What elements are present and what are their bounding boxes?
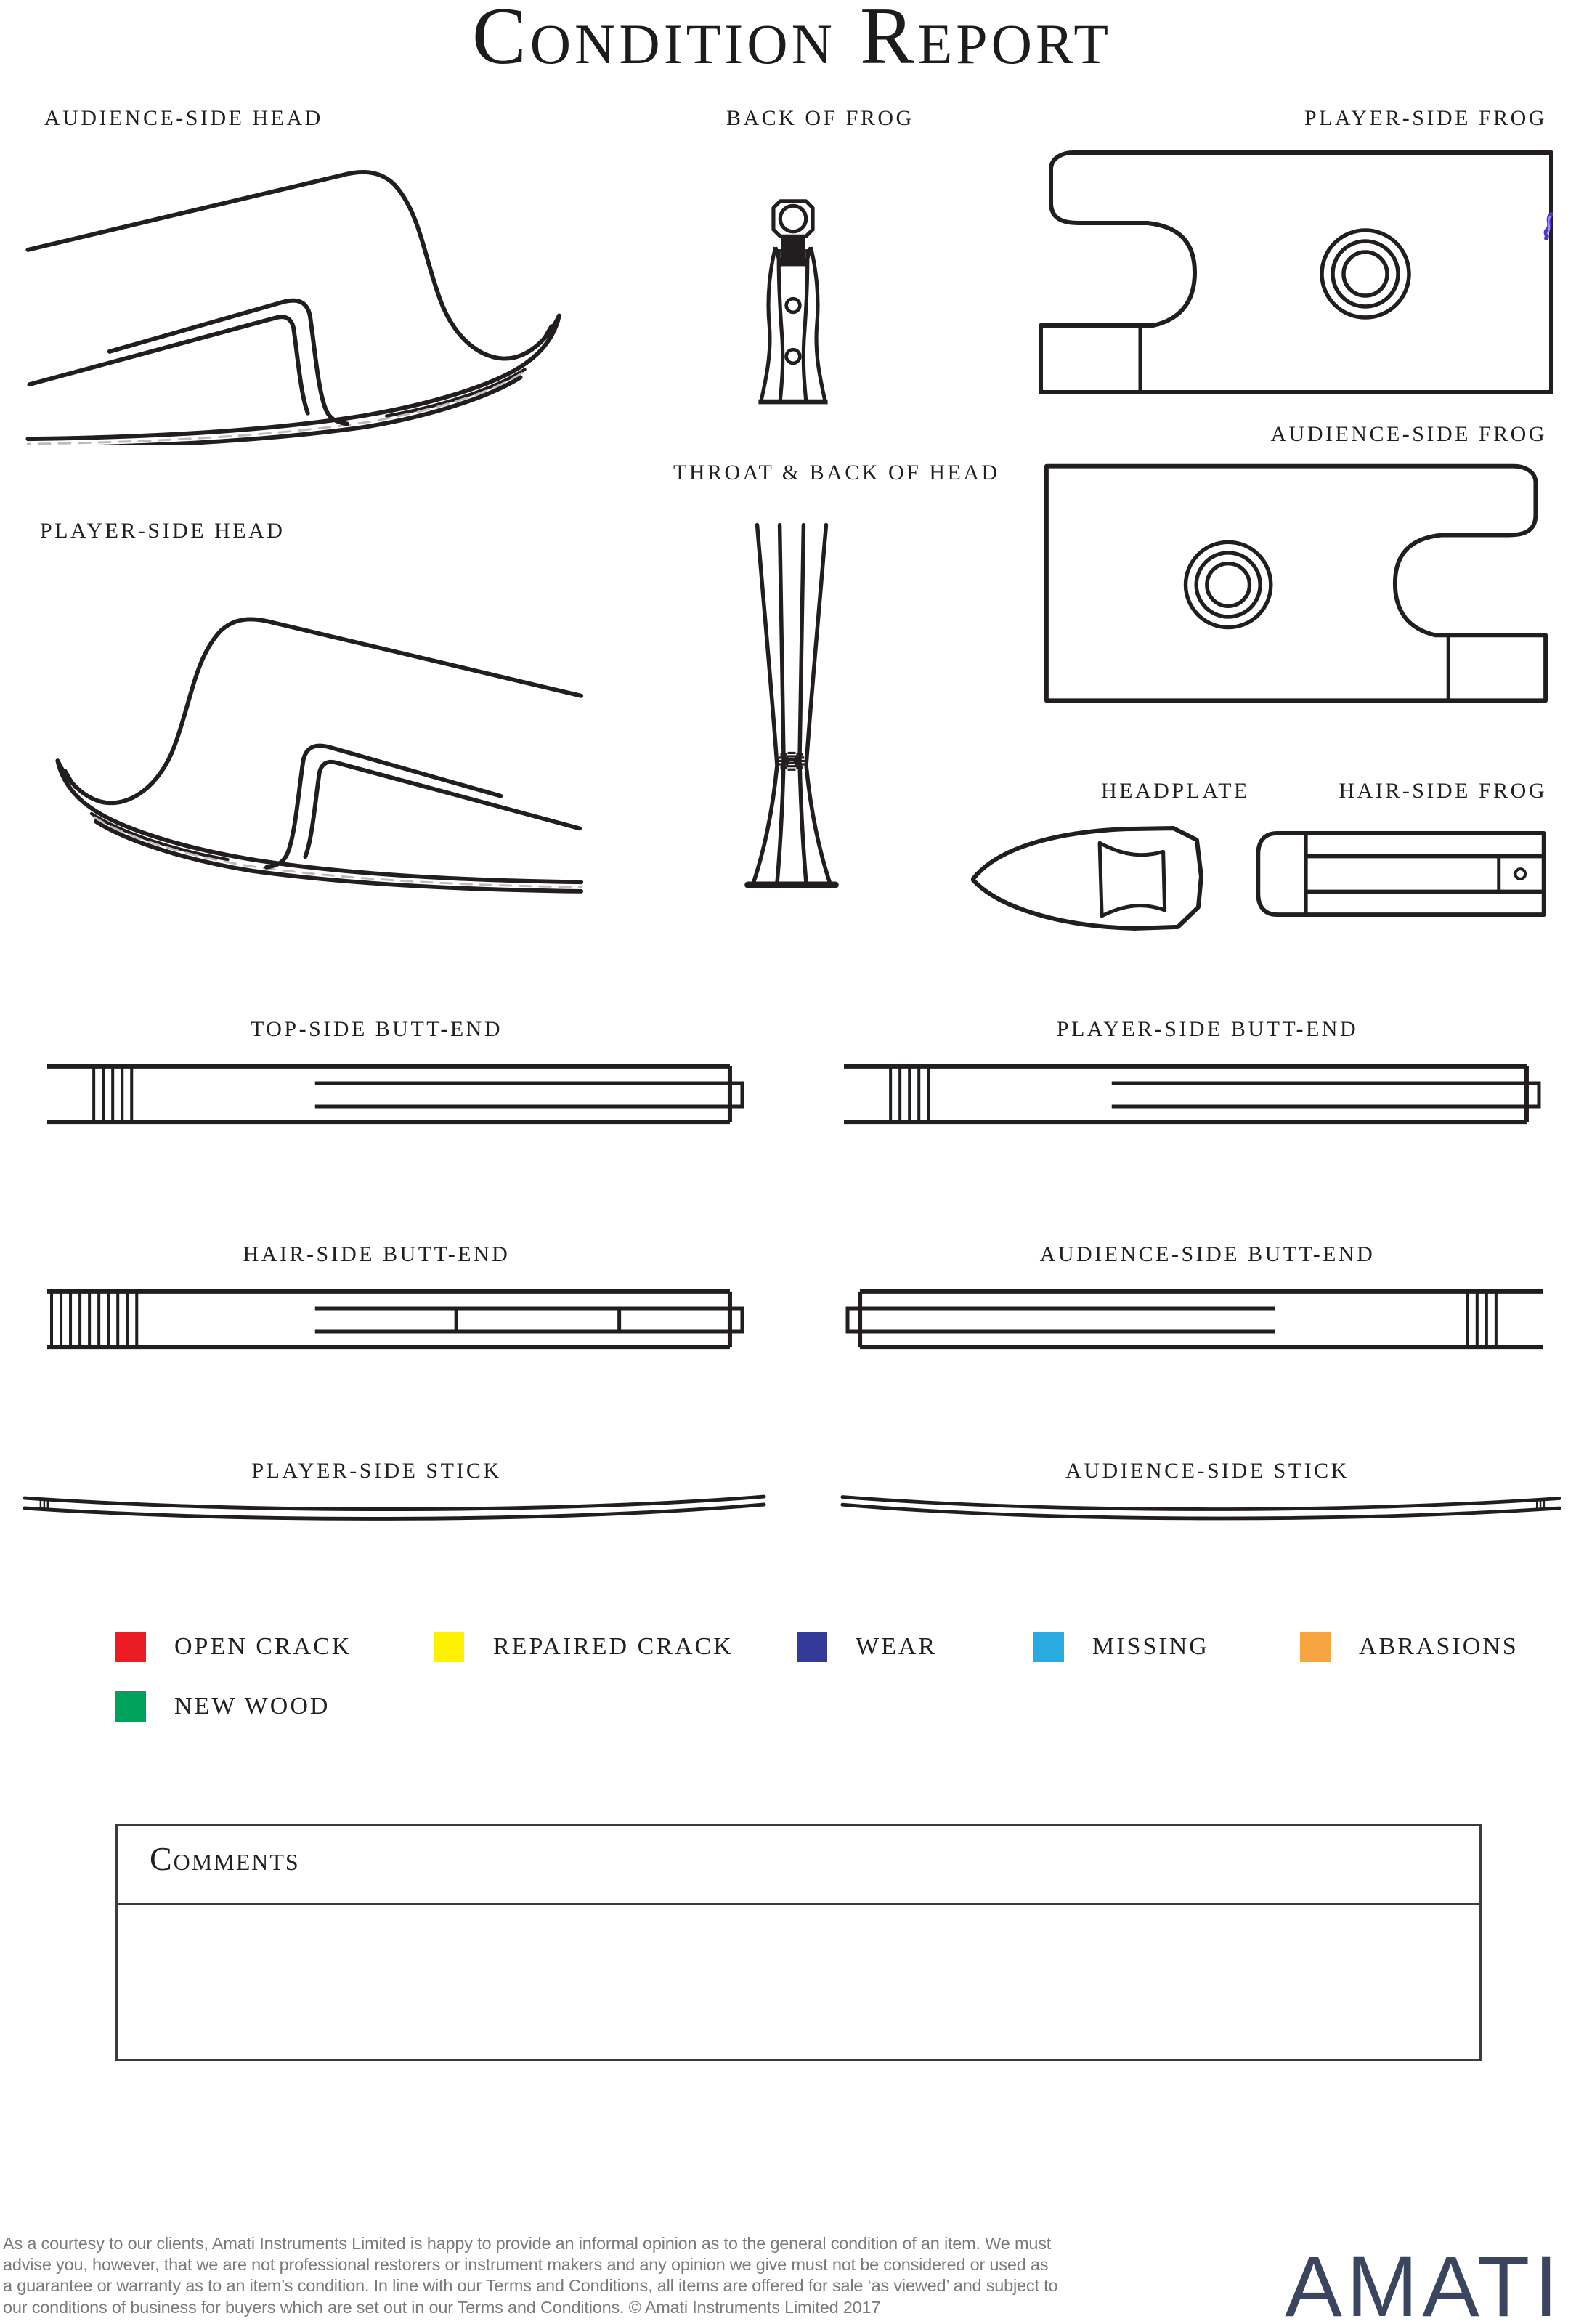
disclaimer-text (3, 2233, 1057, 2318)
label-hair-side-frog: HAIR-SIDE FROG (1339, 779, 1547, 803)
player-side-frog-drawing (1039, 150, 1554, 394)
legend-swatch-open-crack (115, 1632, 146, 1662)
label-hair-side-butt-end: HAIR-SIDE BUTT-END (243, 1242, 511, 1266)
legend-swatch-abrasions (1300, 1632, 1331, 1662)
player-side-butt-end-drawing (844, 1062, 1543, 1126)
label-player-side-stick: PLAYER-SIDE STICK (251, 1459, 502, 1483)
audience-side-stick-drawing (840, 1494, 1562, 1523)
label-headplate: HEADPLATE (1101, 779, 1250, 803)
hair-side-frog-drawing (1254, 830, 1548, 918)
player-side-stick-drawing (22, 1494, 767, 1523)
legend-swatch-missing (1033, 1632, 1064, 1662)
label-player-side-head: PLAYER-SIDE HEAD (40, 519, 285, 543)
audience-side-butt-end-drawing (844, 1287, 1543, 1351)
comments-input-area[interactable] (118, 1905, 1479, 2059)
disclaimer-line: our conditions of business for buyers which are set out in our Terms and Conditions. © Amati Instruments Limited 2017 (3, 2297, 881, 2317)
label-player-side-frog: PLAYER-SIDE FROG (1304, 106, 1547, 130)
comments-header: Comments (150, 1840, 300, 1877)
label-back-of-frog: BACK OF FROG (726, 106, 914, 130)
disclaimer-line: a guarantee or warranty as to an item’s condition. In line with our Terms and Conditions, all items are offered for sale ‘as viewed’ and subject to (3, 2276, 1058, 2296)
legend-label-abrasions: ABRASIONS (1359, 1633, 1519, 1660)
label-player-side-butt-end: PLAYER-SIDE BUTT-END (1056, 1017, 1359, 1041)
legend-label-wear: WEAR (856, 1633, 938, 1660)
legend-label-new-wood: NEW WOOD (174, 1693, 330, 1720)
back-of-frog-drawing (742, 195, 844, 407)
disclaimer-line: As a courtesy to our clients, Amati Instruments Limited is happy to provide an informal opinion as to the general condition of an item. We must (3, 2234, 1052, 2253)
audience-side-frog-drawing (1044, 461, 1548, 706)
label-top-side-butt-end: TOP-SIDE BUTT-END (250, 1017, 503, 1041)
label-audience-side-butt-end: AUDIENCE-SIDE BUTT-END (1039, 1242, 1376, 1266)
amati-logo: AMATI (1285, 2239, 1562, 2324)
comments-box (115, 1824, 1482, 2061)
label-audience-side-head: AUDIENCE-SIDE HEAD (44, 106, 323, 130)
legend-label-missing: MISSING (1092, 1633, 1209, 1660)
disclaimer-line: advise you, however, that we are not professional restorers or instrument makers and any opinion we give must not be considered or used as (3, 2255, 1049, 2275)
label-audience-side-stick: AUDIENCE-SIDE STICK (1065, 1459, 1349, 1483)
legend-label-open-crack: OPEN CRACK (174, 1633, 352, 1660)
legend-swatch-repaired-crack (434, 1632, 464, 1662)
audience-side-head-drawing (19, 144, 580, 445)
page-title: Condition Report (472, 0, 1112, 81)
hair-side-butt-end-drawing (47, 1287, 746, 1351)
legend-swatch-wear (797, 1632, 827, 1662)
throat-back-of-head-drawing (739, 513, 845, 902)
player-side-head-drawing (42, 575, 585, 904)
label-audience-side-frog: AUDIENCE-SIDE FROG (1270, 422, 1547, 446)
legend-swatch-new-wood (115, 1691, 146, 1722)
headplate-drawing (969, 821, 1207, 936)
label-throat-back-of-head: THROAT & BACK OF HEAD (673, 461, 1000, 485)
top-side-butt-end-drawing (47, 1062, 746, 1126)
legend-label-repaired-crack: REPAIRED CRACK (493, 1633, 734, 1660)
